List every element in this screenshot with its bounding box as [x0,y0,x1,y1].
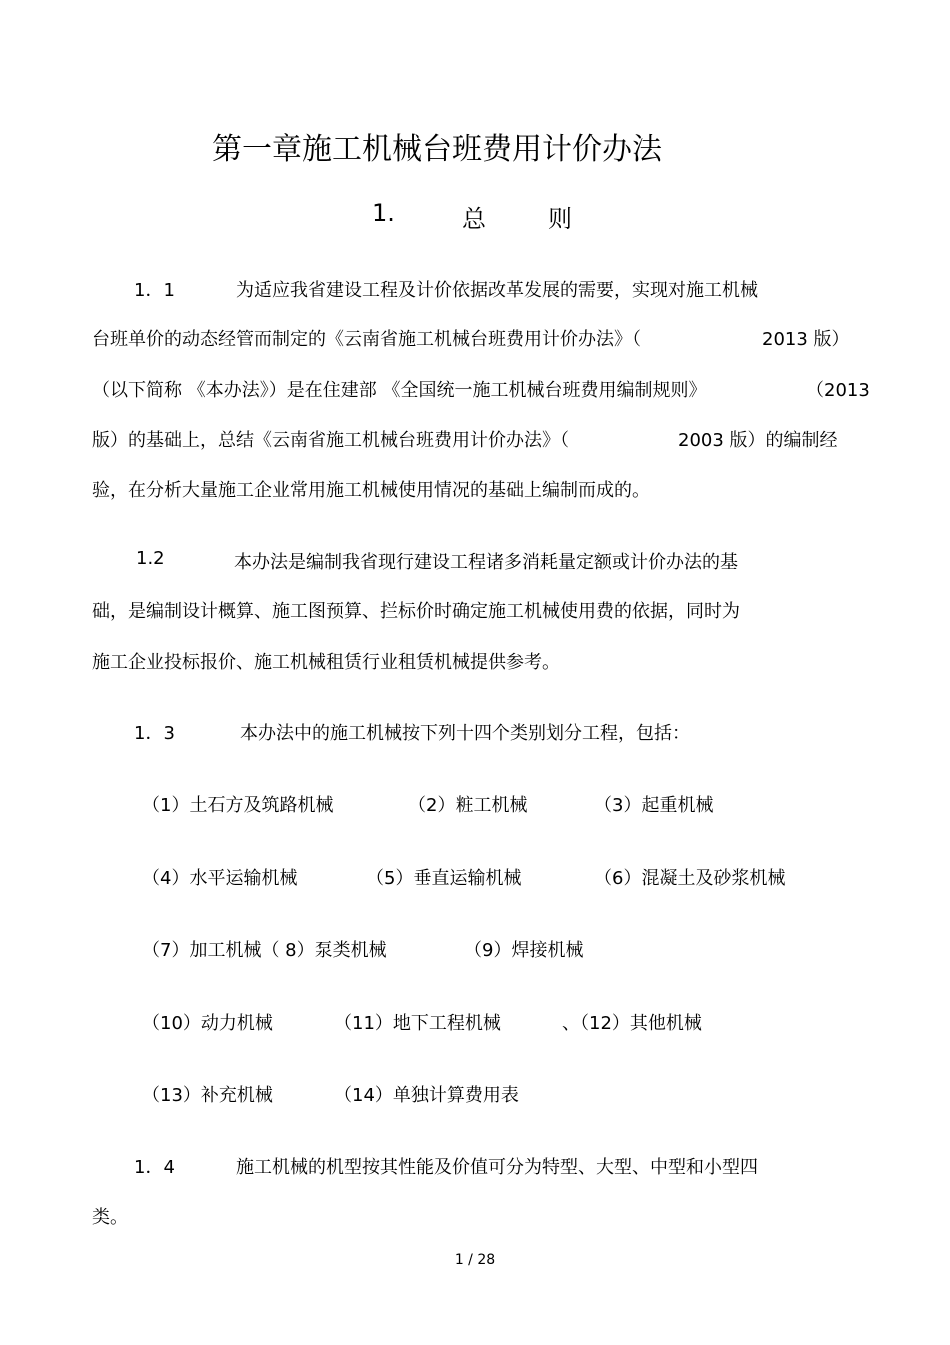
page-number: 1 / 28 [454,1252,496,1268]
category-item: （1）土石方及筑路机械 [142,795,334,816]
section-title-char-2: 则 [548,205,572,233]
category-item: （2）粧工机械 [408,795,528,816]
category-item: （9）焊接机械 [464,940,584,961]
chapter-title: 第一章施工机械台班费用计价办法 [212,132,662,167]
para-1-4-number: 1．4 [134,1157,175,1178]
para-1-2-line-3: 施工企业投标报价、施工机械租赁行业租赁机械提供参考。 [92,652,560,673]
para-1-1-line-4-tail: 2003 版）的编制经 [678,430,838,451]
category-item: （10）动力机械 [142,1013,273,1034]
category-item: （11）地下工程机械 [334,1013,501,1034]
para-1-1-number: 1．1 [134,280,175,301]
para-1-4-line-1: 施工机械的机型按其性能及价值可分为特型、大型、中型和小型四 [236,1157,758,1178]
para-1-3-number: 1．3 [134,723,175,744]
category-item: （6）混凝土及砂浆机械 [594,868,786,889]
para-1-1-line-3-tail: （2013 [806,380,870,401]
para-1-4-line-2: 类。 [92,1207,128,1228]
category-item: （5）垂直运输机械 [366,868,522,889]
category-item: （3）起重机械 [594,795,714,816]
section-title-char-1: 总 [462,205,486,233]
para-1-2-line-2: 础，是编制设计概算、施工图预算、拦标价时确定施工机械使用费的依据，同时为 [92,601,740,622]
para-1-1-line-3: （以下简称 《本办法》）是在住建部 《全国统一施工机械台班费用编制规则》 [92,380,707,401]
para-1-3-line-1: 本办法中的施工机械按下列十四个类别划分工程，包括： [240,723,690,744]
para-1-1-line-2-tail: 2013 版） [762,329,850,350]
category-item: （13）补充机械 [142,1085,273,1106]
para-1-2-line-1: 本办法是编制我省现行建设工程诸多消耗量定额或计价办法的基 [234,552,738,573]
category-item: （7）加工机械（ 8）泵类机械 [142,940,387,961]
para-1-1-line-2: 台班单价的动态经管而制定的《云南省施工机械台班费用计价办法》（ [92,329,641,350]
category-item: 、（12）其他机械 [562,1013,702,1034]
category-item: （4）水平运输机械 [142,868,298,889]
para-1-1-line-5: 验，在分析大量施工企业常用施工机械使用情况的基础上编制而成的。 [92,480,650,501]
section-number: 1. [372,199,395,227]
para-1-2-number: 1.2 [136,548,165,569]
category-item: （14）单独计算费用表 [334,1085,519,1106]
para-1-1-line-4: 版）的基础上，总结《云南省施工机械台班费用计价办法》（ [92,430,569,451]
para-1-1-line-1: 为适应我省建设工程及计价依据改革发展的需要，实现对施工机械 [236,280,758,301]
